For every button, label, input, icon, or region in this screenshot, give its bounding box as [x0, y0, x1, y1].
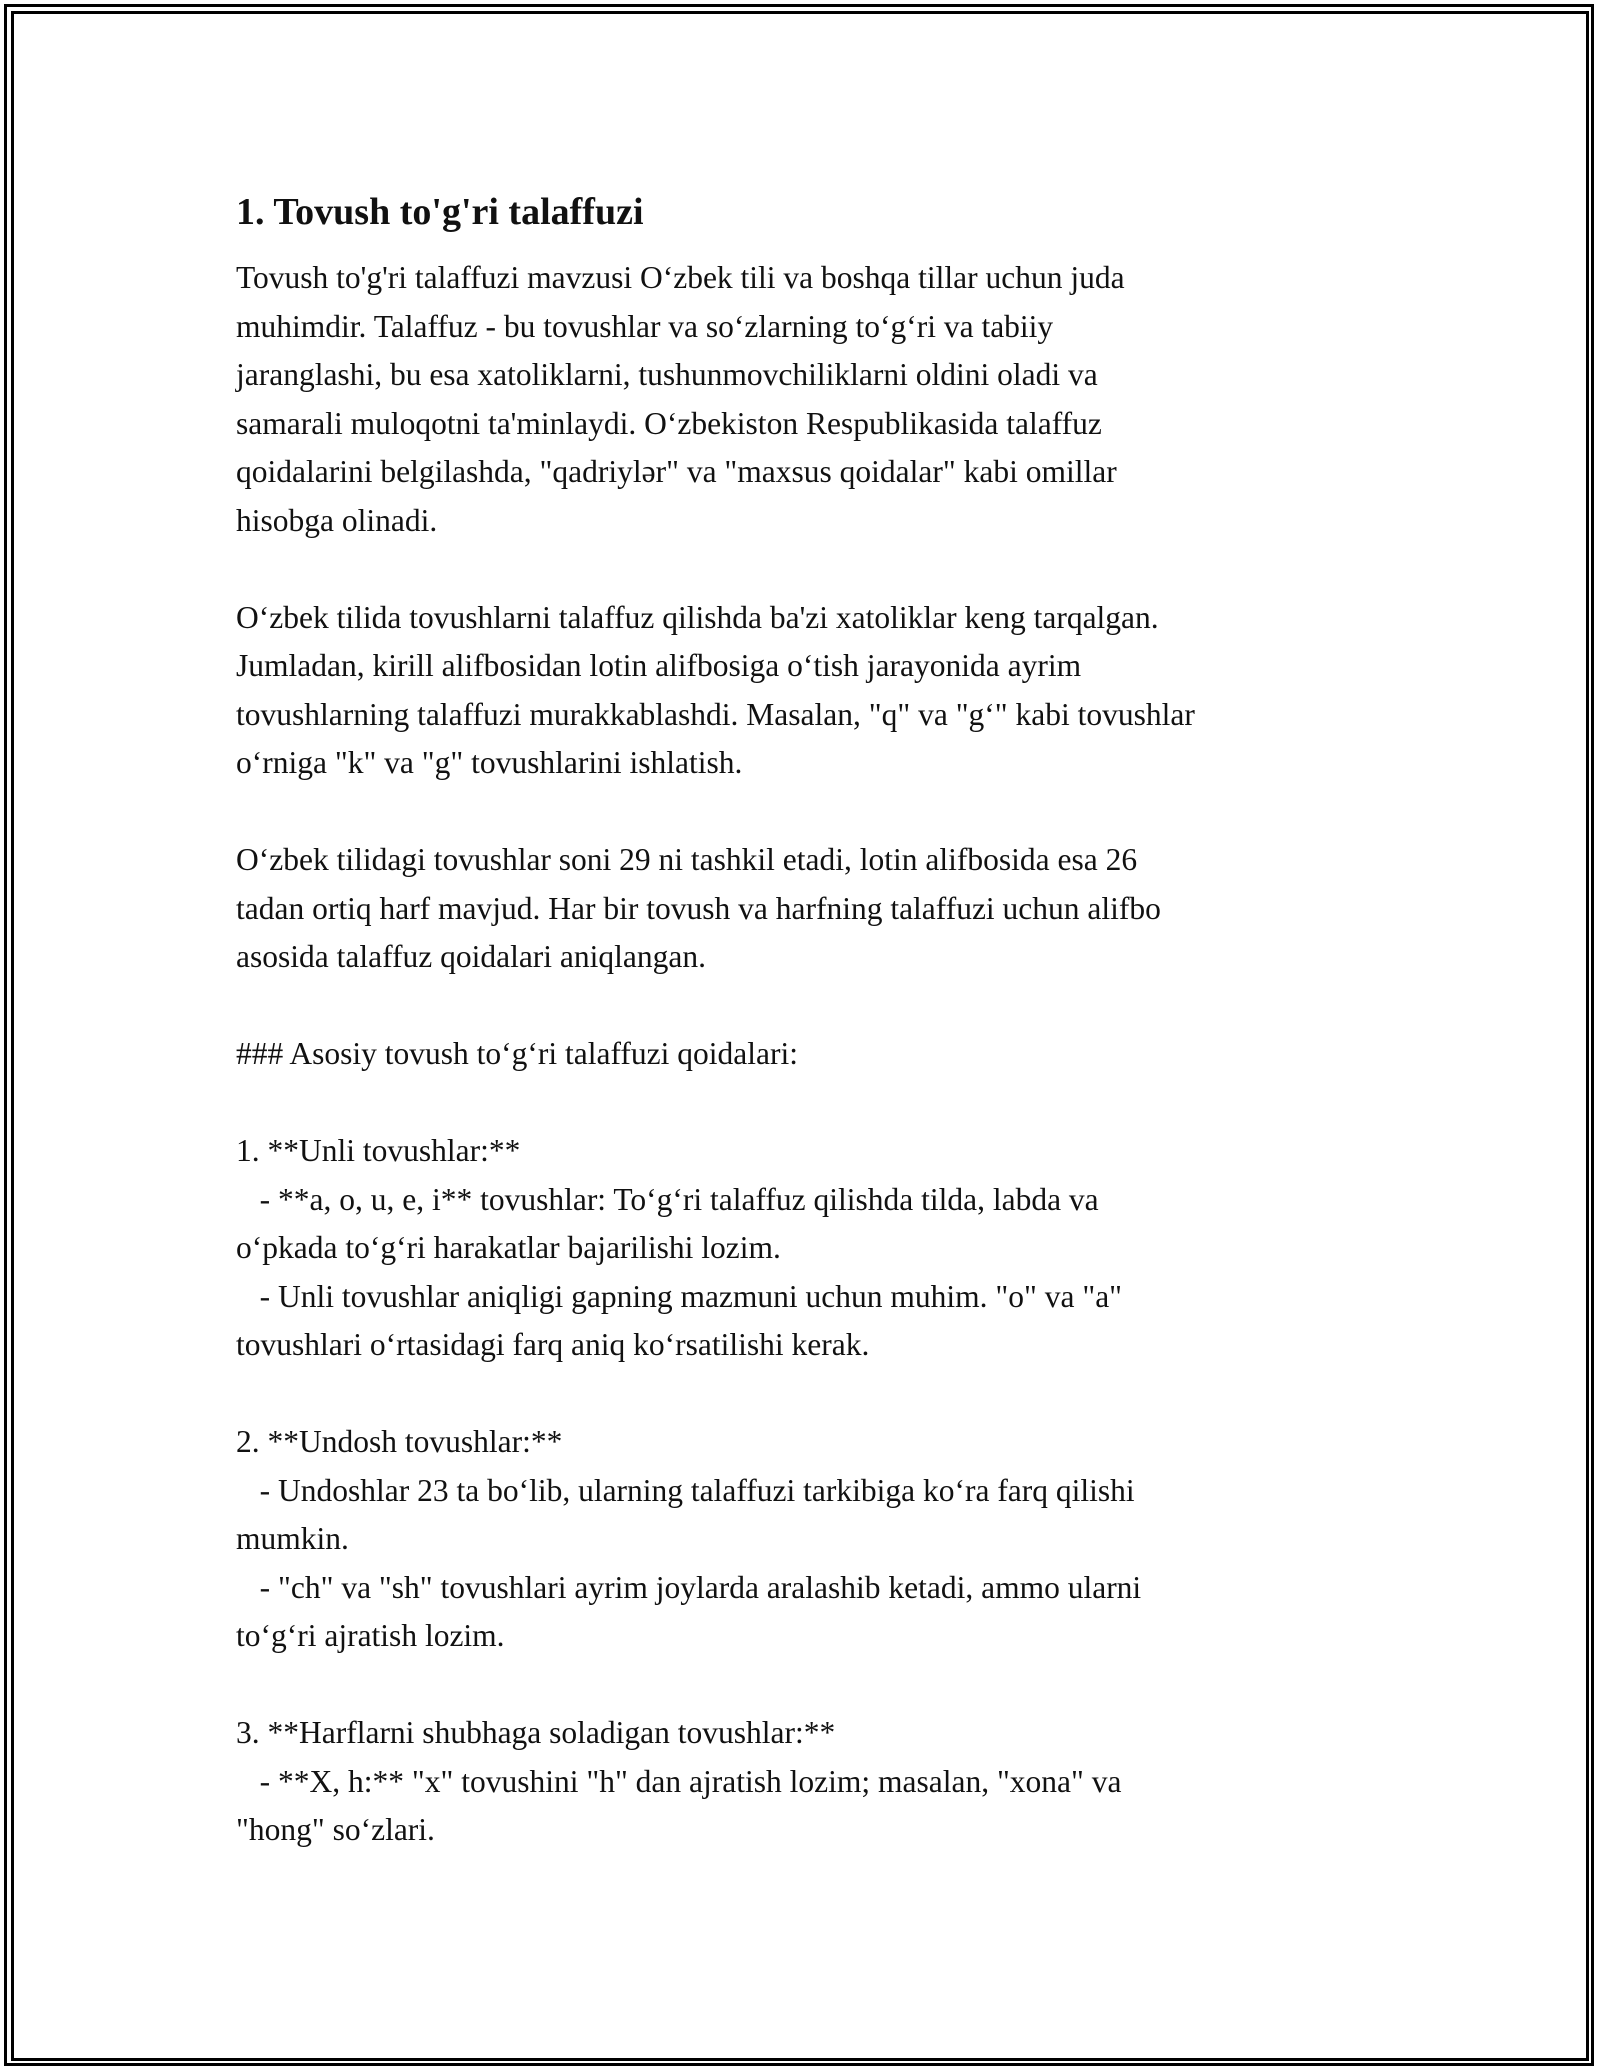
paragraph-gap — [236, 982, 1376, 1031]
list-item-vowels: 1. **Unli tovushlar:** - **a, o, u, e, i** tovushlar: To‘g‘ri talaffuz qilishda tilda, labda va o‘pkada to‘g‘ri harakatlar bajarilishi lozim. - Unli tovushlar aniqligi gapning mazmuni uchun muhim. "o" va "a" tovushlari o‘rtasidagi farq aniq ko‘rsatilishi kerak. — [236, 1133, 1123, 1362]
list-item-consonants: 2. **Undosh tovushlar:** - Undoshlar 23 ta bo‘lib, ularning talaffuzi tarkibiga ko‘ra farq qilishi mumkin. - "ch" va "sh" tovushlari ayrim joylarda aralashib ketadi, ammo ularni to‘g‘ri ajratish lozim. — [236, 1424, 1142, 1653]
document-body — [236, 184, 1376, 1855]
paragraph-gap — [236, 1370, 1376, 1419]
paragraph-sound-count: O‘zbek tilidagi tovushlar soni 29 ni tashkil etadi, lotin alifbosida esa 26 tadan ortiq harf mavjud. Har bir tovush va harfning talaffuzi uchun alifbo asosida talaffuz qoidalari aniqlangan. — [236, 842, 1161, 974]
paragraph-gap — [236, 1661, 1376, 1710]
paragraph-intro: Tovush to'g'ri talaffuzi mavzusi O‘zbek tili va boshqa tillar uchun juda muhimdir. Talaffuz - bu tovushlar va so‘zlarning to‘g‘ri va tabiiy jaranglashi, bu esa xatoliklarni, tushunmovchiliklarni oldini oladi va samarali muloqotni ta'minlaydi. O‘zbekiston Respublikasida talaffuz qoidalarini belgilashda, "qadriylər" va "maxsus qoidalar" kabi omillar hisobga olinadi. — [236, 260, 1125, 538]
paragraph-gap — [236, 545, 1376, 594]
document-title: 1. Tovush to'g'ri talaffuzi — [236, 191, 644, 233]
paragraph-gap — [236, 1079, 1376, 1128]
section-heading-rules: ### Asosiy tovush to‘g‘ri talaffuzi qoidalari: — [236, 1036, 798, 1071]
paragraph-gap — [236, 788, 1376, 837]
list-item-confusing-sounds: 3. **Harflarni shubhaga soladigan tovushlar:** - **X, h:** "x" tovushini "h" dan ajratish lozim; masalan, "xona" va "hong" so‘zlari. — [236, 1715, 1122, 1847]
paragraph-errors: O‘zbek tilida tovushlarni talaffuz qilishda ba'zi xatoliklar keng tarqalgan. Jumladan, kirill alifbosidan lotin alifbosiga o‘tish jarayonida ayrim tovushlarning talaffuzi murakkablashdi. Masalan, "q" va "g‘" kabi tovushlar o‘rniga "k" va "g" tovushlarini ishlatish. — [236, 599, 1195, 780]
